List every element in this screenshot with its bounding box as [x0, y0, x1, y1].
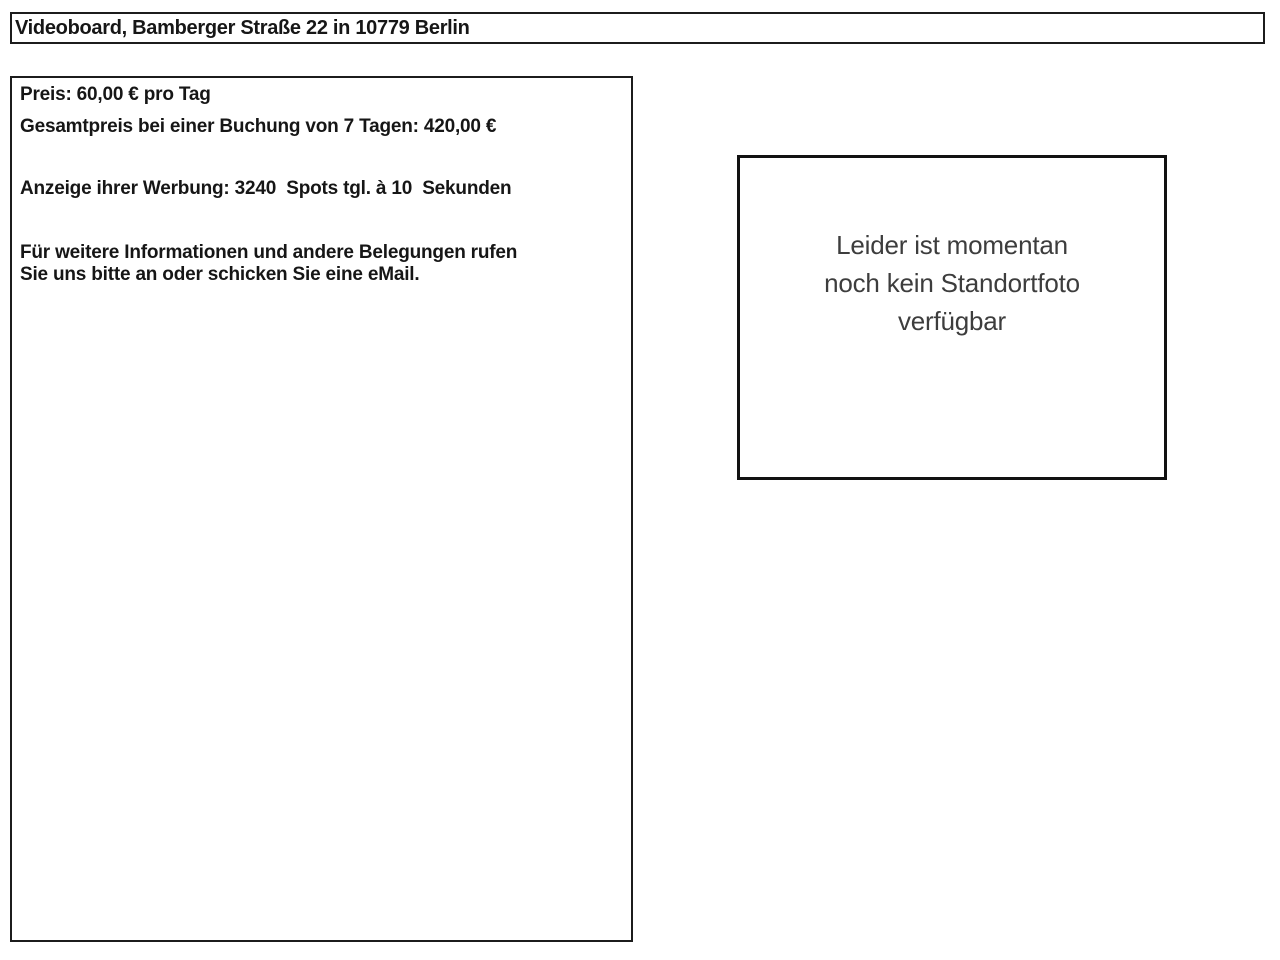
offer-details-panel	[10, 76, 633, 942]
photo-placeholder-line-3: verfügbar	[897, 306, 1007, 336]
total-price-line: Gesamtpreis bei einer Buchung von 7 Tagen: 420,00 €	[20, 116, 497, 137]
contact-info-line-2: Sie uns bitte an oder schicken Sie eine eMail.	[20, 264, 420, 285]
spots-per-day-line: Anzeige ihrer Werbung: 3240 Spots tgl. à 10 Sekunden	[20, 178, 512, 199]
photo-placeholder-box	[737, 155, 1167, 480]
contact-info-line-1: Für weitere Informationen und andere Belegungen rufen	[20, 242, 518, 263]
location-title: Videoboard, Bamberger Straße 22 in 10779 Berlin	[15, 16, 470, 39]
photo-placeholder-line-2: noch kein Standortfoto	[824, 268, 1080, 298]
location-title-bar	[10, 12, 1265, 44]
photo-placeholder-line-1: Leider ist momentan	[836, 230, 1068, 260]
price-per-day-line: Preis: 60,00 € pro Tag	[20, 84, 211, 105]
